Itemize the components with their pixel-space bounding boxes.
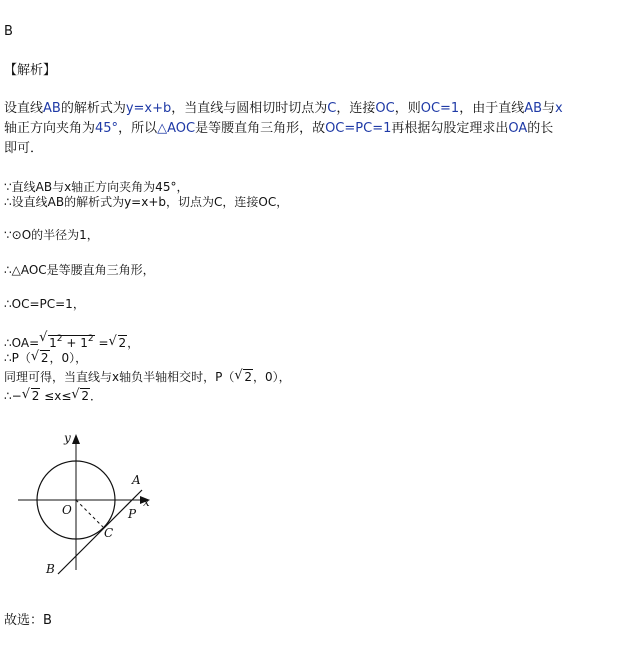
analysis-line-3: 即可． [4,141,44,156]
label-c: C [104,526,114,540]
step-5: ∴OC=PC=1， [4,297,85,311]
label-p: P [128,507,137,521]
label-a: A [132,473,141,487]
step-3: ∵⊙O的半径为1， [4,228,99,242]
step-7: ∴P（√ 2，0）， [4,350,87,366]
section-title: 【解析】 [4,63,57,78]
final-choice: B [43,613,52,628]
radical-sum: √ $1^2 + 1^2$ [39,331,94,351]
label-b: B [46,562,55,576]
analysis-line-1: 设直线AB的解析式为y=x+b，当直线与圆相切时切点为C，连接OC，则OC=1，由于直线AB与x [4,101,563,116]
radical-value: √ 2 [109,335,128,351]
step-8: 同理可得，当直线与x轴负半轴相交时，P（√ 2，0）， [4,369,291,385]
step-9: ∴−√ 2 ≤x≤√ 2． [4,388,102,404]
y-axis-arrow-icon [72,434,80,444]
geometry-figure [0,420,180,585]
step-6: ∴OA=√ $1^2 + 1^2$ =√ 2， [4,331,139,351]
label-y: y [64,431,71,445]
step-2: ∴设直线AB的解析式为y=x+b，切点为C，连接OC， [4,195,289,209]
step-4: ∴△AOC是等腰直角三角形， [4,263,155,277]
label-o: O [62,503,72,517]
conclusion: 故选：B [4,613,52,628]
answer-letter: B [4,24,13,39]
segment-oc [76,500,103,527]
analysis-line-2: 轴正方向夹角为45°，所以△AOC是等腰直角三角形，故OC=PC=1再根据勾股定理求出OA的长 [4,121,554,136]
label-x: x [143,495,150,509]
step-1: ∵直线AB与x轴正方向夹角为45°， [4,180,189,194]
